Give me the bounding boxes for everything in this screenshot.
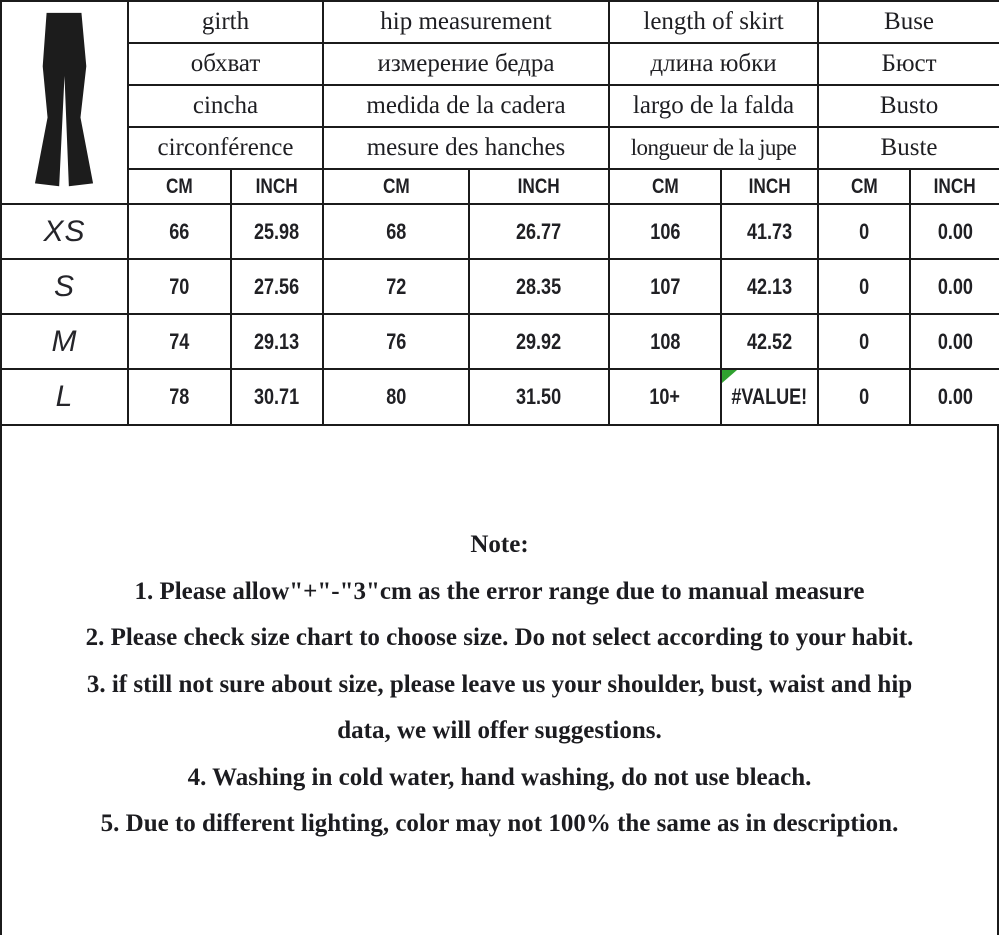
value-cell: 108 — [609, 314, 721, 369]
value-cell: 25.98 — [231, 204, 323, 259]
size-chart-table — [0, 0, 999, 426]
girth-header-ru: обхват — [128, 43, 323, 85]
girth-header-fr: circonférence — [128, 127, 323, 169]
value-cell: 29.13 — [231, 314, 323, 369]
unit-header-inch: INCH — [469, 169, 609, 204]
bust-header-fr: Buste — [818, 127, 999, 169]
value-cell: 28.35 — [469, 259, 609, 314]
hip-header-es: medida de la cadera — [323, 85, 609, 127]
note-line-3: 3. if still not sure about size, please leave us your shoulder, bust, waist and hip — [86, 670, 913, 698]
note-line-3-continued: data, we will offer suggestions. — [337, 717, 662, 744]
length-header-es: largo de la falda — [609, 85, 818, 127]
value-cell: 42.13 — [721, 259, 818, 314]
size-label-m: M — [1, 314, 128, 369]
unit-header-inch: INCH — [721, 169, 818, 204]
girth-header-en: girth — [128, 1, 323, 43]
value-cell: 29.92 — [469, 314, 609, 369]
unit-header-cm: CM — [818, 169, 910, 204]
size-label-xs: XS — [1, 204, 128, 259]
bust-header-es: Busto — [818, 85, 999, 127]
unit-header-cm: CM — [609, 169, 721, 204]
bust-header-ru: Бюст — [818, 43, 999, 85]
product-image-cell — [1, 1, 128, 204]
note-title: Note: — [470, 531, 529, 558]
hip-header-fr: mesure des hanches — [323, 127, 609, 169]
value-cell: 0 — [818, 369, 910, 425]
size-label-s: S — [1, 259, 128, 314]
note-line-4: 4. Washing in cold water, hand washing, do not use bleach. — [187, 763, 812, 791]
value-cell: 0.00 — [910, 259, 999, 314]
value-cell: 72 — [323, 259, 469, 314]
value-cell: 41.73 — [721, 204, 818, 259]
value-cell: 68 — [323, 204, 469, 259]
excel-error-triangle-icon — [722, 370, 737, 383]
bust-header-en: Buse — [818, 1, 999, 43]
note-line-5: 5. Due to different lighting, color may not 100% the same as in description. — [100, 810, 899, 837]
value-cell: 107 — [609, 259, 721, 314]
value-cell: 0.00 — [910, 369, 999, 425]
value-cell: 0 — [818, 259, 910, 314]
note-section — [0, 426, 999, 935]
value-cell: 27.56 — [231, 259, 323, 314]
value-cell: 70 — [128, 259, 231, 314]
value-cell: 76 — [323, 314, 469, 369]
length-header-en: length of skirt — [609, 1, 818, 43]
value-cell: 74 — [128, 314, 231, 369]
note-line-1: 1. Please allow"+"-"3"cm as the error range due to manual measure — [134, 577, 865, 605]
unit-header-cm: CM — [323, 169, 469, 204]
value-cell: 0.00 — [910, 204, 999, 259]
value-cell: 0 — [818, 314, 910, 369]
value-cell: 0.00 — [910, 314, 999, 369]
flared-pants-icon — [3, 5, 126, 201]
value-cell: 66 — [128, 204, 231, 259]
value-cell: 10+ — [609, 369, 721, 425]
value-cell: 78 — [128, 369, 231, 425]
hip-header-en: hip measurement — [323, 1, 609, 43]
value-cell: 80 — [323, 369, 469, 425]
value-cell-error: #VALUE! — [721, 369, 818, 425]
value-cell: 42.52 — [721, 314, 818, 369]
value-cell: 31.50 — [469, 369, 609, 425]
unit-header-inch: INCH — [231, 169, 323, 204]
value-cell: 30.71 — [231, 369, 323, 425]
value-cell: 106 — [609, 204, 721, 259]
value-cell: 0 — [818, 204, 910, 259]
unit-header-cm: CM — [128, 169, 231, 204]
length-header-fr: longueur de la jupe — [609, 127, 818, 169]
size-label-l: L — [1, 369, 128, 425]
value-cell: 26.77 — [469, 204, 609, 259]
note-line-2: 2. Please check size chart to choose size. Do not select according to your habit. — [85, 624, 914, 651]
girth-header-es: cincha — [128, 85, 323, 127]
unit-header-inch: INCH — [910, 169, 999, 204]
hip-header-ru: измерение бедра — [323, 43, 609, 85]
length-header-ru: длина юбки — [609, 43, 818, 85]
